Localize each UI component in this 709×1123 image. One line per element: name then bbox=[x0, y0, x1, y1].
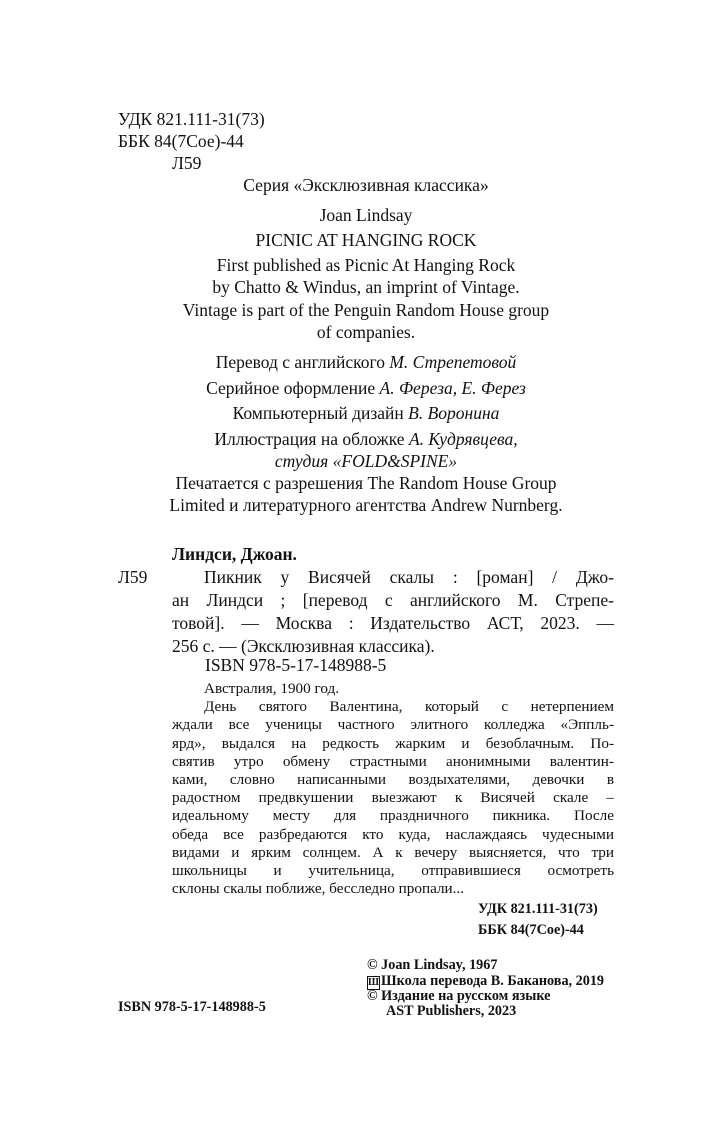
computer-design-credit bbox=[118, 402, 614, 425]
permission-line-1: Печатается с разрешения The Random House Group bbox=[175, 473, 557, 493]
annotation-line: идеальному месту для праздничного пикника. После bbox=[172, 807, 614, 825]
copyright-publisher: AST Publishers, 2023 bbox=[386, 1003, 517, 1019]
bbk-code: ББК 84(7Сое)-44 bbox=[118, 131, 244, 151]
first-published-line-1: First published as Picnic At Hanging Rock bbox=[216, 255, 516, 275]
vintage-note-line-2: of companies. bbox=[316, 322, 416, 342]
translator-name: М. Стрепетовой bbox=[389, 352, 517, 372]
translation-school-icon: Ш bbox=[368, 977, 379, 988]
vintage-note-line-1: Vintage is part of the Penguin Random House group bbox=[182, 300, 550, 320]
computer-designer-name: В. Воронина bbox=[408, 403, 500, 423]
catalog-udk: УДК 821.111-31(73) bbox=[478, 901, 598, 917]
permission-line-2: Limited и литературного агентства Andrew Nurnberg. bbox=[169, 495, 563, 515]
series-design-label: Серийное оформление bbox=[206, 378, 380, 398]
footer-isbn: ISBN 978-5-17-148988-5 bbox=[118, 999, 266, 1015]
catalog-isbn: ISBN 978-5-17-148988-5 bbox=[205, 655, 387, 675]
cover-credit-line-1 bbox=[118, 428, 614, 451]
catalog-bbk: ББК 84(7Сое)-44 bbox=[478, 922, 584, 938]
annotation-line: Австралия, 1900 год. bbox=[204, 680, 340, 697]
first-published-line-2: by Chatto & Windus, an imprint of Vintage. bbox=[212, 277, 520, 297]
description-line: ан Линдси ; [перевод с английского М. Стрепе- bbox=[172, 590, 614, 610]
description-line: Пикник у Висячей скалы : [роман] / Джо- bbox=[204, 567, 614, 587]
cover-studio-name: студия «FOLD&SPINE» bbox=[274, 451, 458, 471]
cover-label: Иллюстрация на обложке bbox=[214, 429, 409, 449]
annotation-line: День святого Валентина, который с нетерпением bbox=[204, 698, 614, 716]
annotation-line: обеда все разбредаются кто куда, наслаждаясь чудесными bbox=[172, 825, 614, 843]
catalog-heading: Линдси, Джоан. bbox=[172, 544, 297, 564]
annotation-line: святив утро обмену страстными анонимными валентин- bbox=[172, 752, 614, 770]
description-line: товой]. — Москва : Издательство АСТ, 2023. — bbox=[172, 613, 614, 633]
annotation-line: школьницы и учительница, отправившиеся осмотреть bbox=[172, 862, 614, 880]
cover-credit-line-2 bbox=[118, 450, 614, 473]
annotation-line: ярд», выдался на редкость жарким и безоблачным. По- bbox=[172, 734, 614, 752]
author-mark: Л59 bbox=[172, 153, 202, 173]
series-design-credit bbox=[118, 377, 614, 400]
annotation-line: склоны скалы поближе, бесследно пропали... bbox=[172, 880, 465, 898]
series-title: Серия «Эксклюзивная классика» bbox=[243, 175, 489, 195]
udk-code: УДК 821.111-31(73) bbox=[118, 109, 265, 129]
catalog-mark: Л59 bbox=[118, 567, 148, 587]
series-designer-name: А. Фереза, Е. Ферез bbox=[379, 378, 526, 398]
translation-credit bbox=[118, 351, 614, 374]
copyright-edition: © Издание на русском языке bbox=[367, 988, 551, 1004]
cover-artist-name: А. Кудрявцева, bbox=[408, 429, 518, 449]
annotation-line: ждали все ученицы частного элитного колледжа «Эппль- bbox=[172, 716, 614, 734]
original-title: PICNIC AT HANGING ROCK bbox=[255, 230, 477, 250]
annotation bbox=[172, 680, 614, 898]
annotation-line: радостном предвкушении выезжают к Висячей скале – bbox=[172, 789, 614, 807]
annotation-line: видами и ярким солнцем. А к вечеру выясняется, что три bbox=[172, 843, 614, 861]
copyright-author: © Joan Lindsay, 1967 bbox=[367, 957, 498, 973]
computer-design-label: Компьютерный дизайн bbox=[232, 403, 409, 423]
description-line: 256 с. — (Эксклюзивная классика). bbox=[172, 636, 435, 656]
copyright-translation-text: Школа перевода В. Баканова, 2019 bbox=[381, 973, 605, 989]
original-author: Joan Lindsay bbox=[319, 205, 413, 225]
catalog-description bbox=[172, 566, 614, 658]
translation-label: Перевод с английского bbox=[215, 352, 390, 372]
annotation-line: ками, словно написанными воздыхателями, девочки в bbox=[172, 771, 614, 789]
